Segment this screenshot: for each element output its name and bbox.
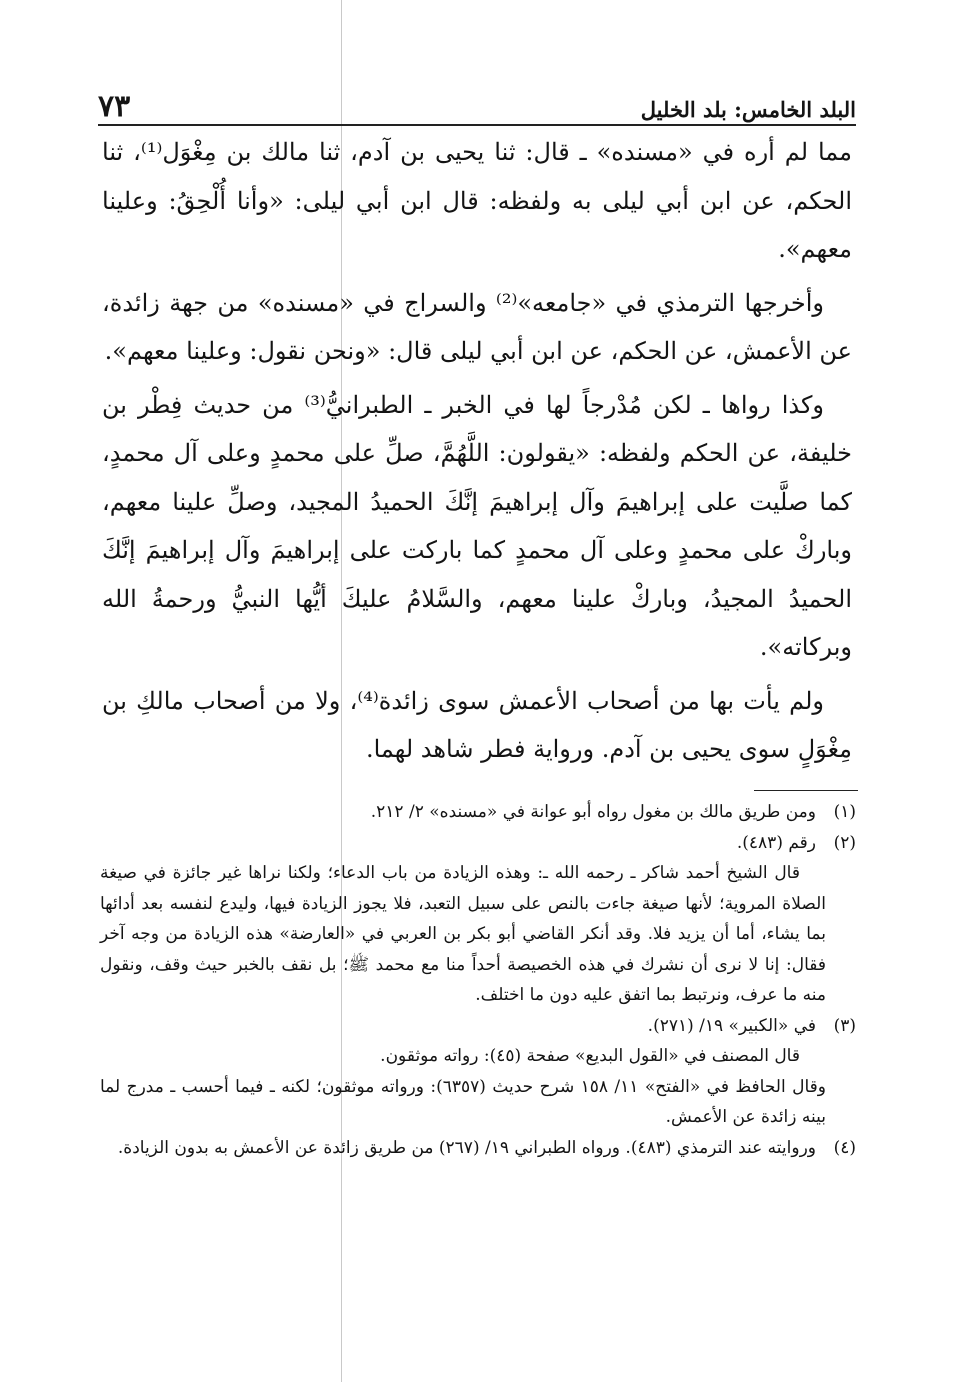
paragraph: ولم يأت بها من أصحاب الأعمش سوى زائدة⁽⁴⁾، ولا من أصحاب مالكِ بن مِغْوَلٍ سوى يحيى بن آدم. ورواية فطر شاهد لهما. (102, 686, 852, 763)
footnote-text: وروايته عند الترمذي (٤٨٣). ورواه الطبراني ١٩/ (٢٦٧) من طريق زائدة عن الأعمش به بدون الزيادة. (117, 1137, 816, 1158)
footnote-number: (٤) (833, 1137, 856, 1158)
paragraph: وكذا رواها ـ لكن مُدْرجاً لها في الخبر ـ الطبرانيُّ⁽³⁾ من حديث فِطْر بن خليفة، عن الحكم ولفظه: «يقولون: اللَّهُمَّ، صلِّ على محمدٍ وعلى آل محمدٍ، كما صلَّيت على إبراهيمَ وآل إبراهيمَ إنَّكَ الحميدُ المجيد، وصلِّ علينا معهم، وباركْ على محمدٍ وعلى آل محمدٍ كما باركت على إبراهيمَ وآل إبراهيمَ إنَّكَ الحميدُ المجيدُ، وباركْ علينا معهم، والسَّلامُ عليكَ أيُّها النبيُّ ورحمةُ الله وبركاته». (102, 390, 852, 661)
page-number: ٧٣ (98, 89, 131, 124)
footnote-text: رقم (٤٨٣). (736, 832, 816, 853)
footnote-quote: قال المصنف في «القول البديع» صفحة (٤٥): رواته موثقون. (380, 1046, 800, 1066)
header-rule (98, 124, 856, 126)
footnote-number: (١) (833, 802, 856, 822)
footnote-1 (100, 797, 856, 828)
paragraph: وأخرجها الترمذي في «جامعه»⁽²⁾ والسراج في «مسنده» من جهة زائدة، عن الأعمش، عن الحكم، عن ابن أبي ليلى قال: «ونحن نقول: وعلينا معهم». (102, 288, 852, 365)
footnote-number: (٣) (833, 1015, 856, 1036)
footnote-separator (754, 790, 858, 791)
paragraph: مما لم أره في «مسنده» ـ قال: ثنا يحيى بن آدم، ثنا مالك بن مِغْوَل⁽¹⁾، ثنا الحكم، عن ابن أبي ليلى به ولفظه: قال ابن أبي ليلى: «وأنا أُلْحِقُ: وعلينا معهم». (102, 138, 852, 263)
footnote-3 (100, 1011, 856, 1042)
footnote-text: في «الكبير» ١٩/ (٢٧١). (647, 1015, 816, 1036)
main-text (102, 128, 852, 779)
footnote-quote: قال الشيخ أحمد شاكر ـ رحمه الله ـ: وهذه الزيادة من باب الدعاء؛ ولكنا نراها غير جائزة في صيغة الصلاة المروية؛ لأنها صيغة جاءت بالنص على سبيل التعبد، فلا يجوز الزيادة فيها، وليدع لنفسه بعد أدائها بما يشاء، أما أن يزيد فلا. وقد أنكر القاضي أبو بكر بن العربي في «العارضة» هذه الزيادة من وجه آخر فقال: إنا لا نرى أن نشرك في هذه الخصيصة أحداً منا مع محمد ﷺ؛ بل نقف بالخبر حيث وقف، ونقول منه ما عرف، ونرتبط بما اتفق عليه دون ما اختلف. (100, 863, 826, 1005)
footnote-4 (100, 1133, 856, 1164)
footnote-2 (100, 828, 856, 859)
page-header (98, 78, 856, 122)
footnote-number: (٢) (833, 832, 856, 853)
footnote-text: ومن طريق مالك بن مغول رواه أبو عوانة في «مسنده» ٢/ ٢١٢. (370, 802, 816, 822)
footnotes (100, 797, 856, 1163)
running-title: البلد الخامس: بلد الخليل (640, 97, 856, 122)
footnote-quote: وقال الحافظ في «الفتح» ١١/ ١٥٨ شرح حديث (٦٣٥٧): ورواته موثقون؛ لكنه ـ فيما أحسب ـ مدرج لما بينه زائدة عن الأعمش. (100, 1076, 826, 1127)
